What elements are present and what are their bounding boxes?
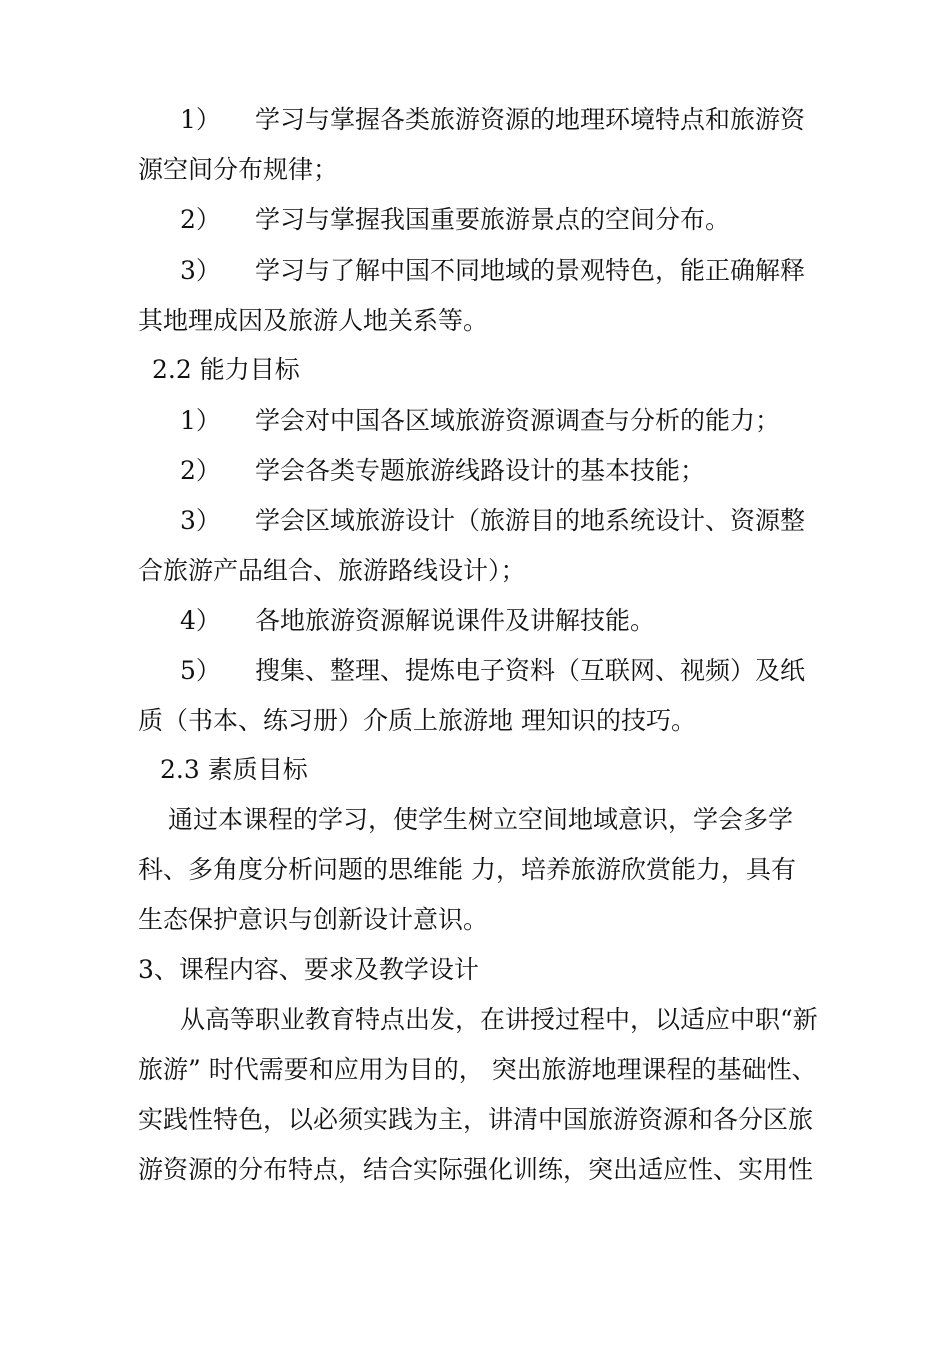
list-item-text: 各地旅游资源解说课件及讲解技能。 xyxy=(255,606,656,635)
list-number: 1） xyxy=(180,406,221,435)
list-number: 5） xyxy=(180,656,221,685)
paragraph-line: 旅游” 时代需要和应用为目的， 突出旅游地理课程的基础性、 xyxy=(138,1055,817,1084)
list-item-continuation: 质（书本、练习册）介质上旅游地 理知识的技巧。 xyxy=(138,706,696,735)
list-item-text: 学习与掌握我国重要旅游景点的空间分布。 xyxy=(255,205,731,234)
list-number: 3） xyxy=(180,506,221,535)
list-item-text: 学习与掌握各类旅游资源的地理环境特点和旅游资 xyxy=(255,105,806,134)
list-number: 4） xyxy=(180,606,221,635)
section-heading: 2.3 素质目标 xyxy=(160,755,308,784)
list-item-continuation: 合旅游产品组合、旅游路线设计）； xyxy=(138,556,526,585)
list-number: 2） xyxy=(180,456,221,485)
paragraph-line: 实践性特色，以必须实践为主，讲清中国旅游资源和各分区旅 xyxy=(138,1105,814,1134)
list-item-text: 学会区域旅游设计（旅游目的地系统设计、资源整 xyxy=(255,506,806,535)
list-item-text: 学会各类专题旅游线路设计的基本技能； xyxy=(255,456,706,485)
paragraph-line: 游资源的分布特点，结合实际强化训练，突出适应性、实用性 xyxy=(138,1155,814,1184)
list-number: 1） xyxy=(180,105,221,134)
list-number: 3） xyxy=(180,256,221,285)
list-item-text: 搜集、整理、提炼电子资料（互联网、视频）及纸 xyxy=(255,656,806,685)
list-item-continuation: 其地理成因及旅游人地关系等。 xyxy=(138,306,489,335)
list-item-continuation: 源空间分布规律； xyxy=(138,155,339,184)
list-number: 2） xyxy=(180,205,221,234)
section-heading: 3、课程内容、要求及教学设计 xyxy=(138,955,479,984)
paragraph-line: 从高等职业教育特点出发，在讲授过程中，以适应中职“新 xyxy=(180,1005,818,1034)
paragraph-line: 生态保护意识与创新设计意识。 xyxy=(138,905,489,934)
paragraph-line: 科、多角度分析问题的思维能 力，培养旅游欣赏能力，具有 xyxy=(138,855,796,884)
section-heading: 2.2 能力目标 xyxy=(152,355,300,384)
paragraph-line: 通过本课程的学习，使学生树立空间地域意识，学会多学 xyxy=(168,805,794,834)
list-item-text: 学会对中国各区域旅游资源调查与分析的能力； xyxy=(255,406,781,435)
list-item-text: 学习与了解中国不同地域的景观特色，能正确解释 xyxy=(255,256,806,285)
